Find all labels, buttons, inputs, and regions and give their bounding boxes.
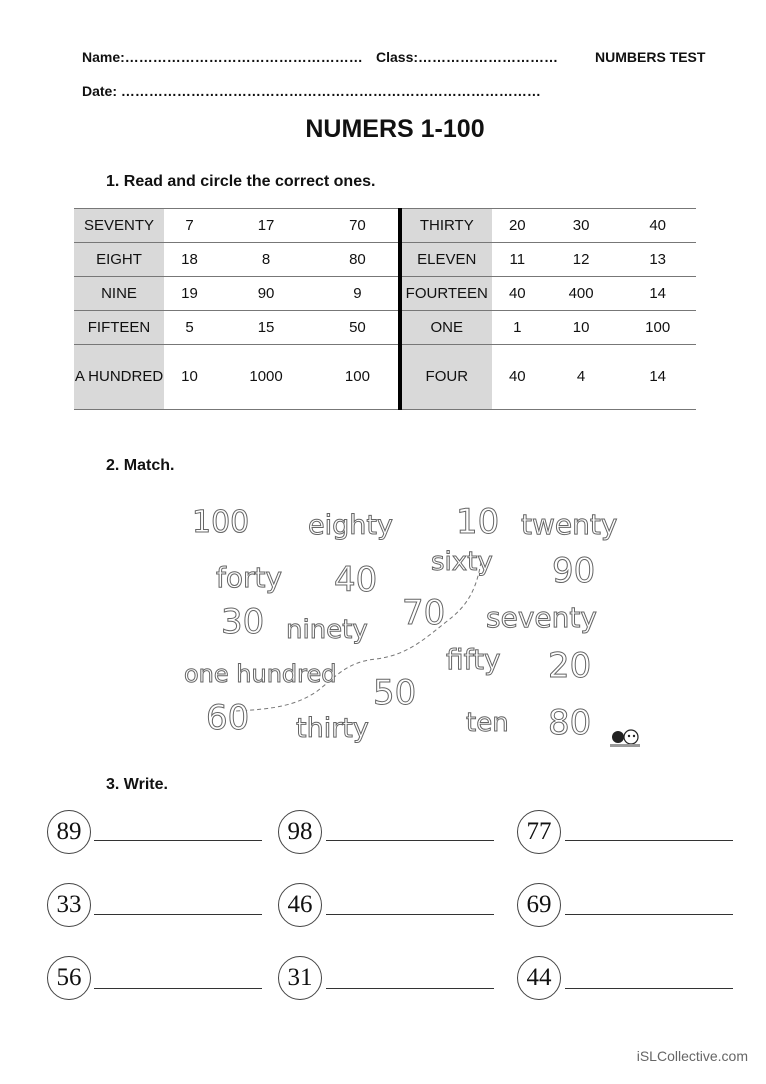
section3-heading: 3. Write. xyxy=(106,776,168,793)
match-word[interactable]: 20 xyxy=(548,646,592,686)
word-cell: NINE xyxy=(74,277,164,311)
match-word[interactable]: fifty xyxy=(446,643,501,676)
date-field-label: Date: ……………………………………………………………………………… xyxy=(82,83,541,99)
section2-heading: 2. Match. xyxy=(106,457,175,474)
option-cell[interactable]: 17 xyxy=(215,209,317,243)
class-field-label: Class:………………………… xyxy=(376,49,559,65)
answer-line[interactable] xyxy=(94,988,262,989)
circle-table xyxy=(74,208,696,410)
match-puzzle xyxy=(176,497,646,755)
match-word[interactable]: 100 xyxy=(192,505,250,540)
match-word[interactable]: one hundred xyxy=(184,660,337,688)
option-cell[interactable]: 400 xyxy=(543,277,620,311)
match-word[interactable]: 50 xyxy=(373,673,417,713)
match-word[interactable]: 40 xyxy=(334,560,378,600)
number-circle: 98 xyxy=(278,810,322,854)
footer-watermark: iSLCollective.com xyxy=(636,1048,748,1064)
number-circle: 44 xyxy=(517,956,561,1000)
match-word[interactable]: ninety xyxy=(286,615,368,645)
answer-line[interactable] xyxy=(326,840,494,841)
option-cell[interactable]: 7 xyxy=(164,209,215,243)
match-word[interactable]: 60 xyxy=(206,698,250,738)
word-cell: FOURTEEN xyxy=(400,277,492,311)
option-cell[interactable]: 1 xyxy=(492,311,543,345)
table-row xyxy=(74,243,696,277)
section1-heading: 1. Read and circle the correct ones. xyxy=(106,173,376,190)
option-cell[interactable]: 80 xyxy=(317,243,400,277)
match-word[interactable]: ten xyxy=(466,708,509,738)
word-cell: FOUR xyxy=(400,345,492,410)
option-cell[interactable]: 70 xyxy=(317,209,400,243)
answer-line[interactable] xyxy=(565,840,733,841)
match-word[interactable]: forty xyxy=(216,561,283,594)
number-circle: 69 xyxy=(517,883,561,927)
match-word[interactable]: 70 xyxy=(402,593,446,633)
word-cell: A HUNDRED xyxy=(74,345,164,410)
word-cell: FIFTEEN xyxy=(74,311,164,345)
answer-line[interactable] xyxy=(94,840,262,841)
word-cell: EIGHT xyxy=(74,243,164,277)
option-cell[interactable]: 18 xyxy=(164,243,215,277)
table-row xyxy=(74,277,696,311)
option-cell[interactable]: 11 xyxy=(492,243,543,277)
word-cell: THIRTY xyxy=(400,209,492,243)
number-circle: 89 xyxy=(47,810,91,854)
answer-line[interactable] xyxy=(326,988,494,989)
option-cell[interactable]: 30 xyxy=(543,209,620,243)
option-cell[interactable]: 40 xyxy=(492,345,543,410)
table-row xyxy=(74,311,696,345)
option-cell[interactable]: 100 xyxy=(619,311,696,345)
answer-line[interactable] xyxy=(326,914,494,915)
answer-line[interactable] xyxy=(565,914,733,915)
option-cell[interactable]: 4 xyxy=(543,345,620,410)
match-word[interactable]: 10 xyxy=(456,502,500,542)
number-circle: 31 xyxy=(278,956,322,1000)
match-word[interactable]: 90 xyxy=(552,551,596,591)
word-cell: ELEVEN xyxy=(400,243,492,277)
option-cell[interactable]: 10 xyxy=(164,345,215,410)
match-word[interactable]: 30 xyxy=(221,602,265,642)
option-cell[interactable]: 9 xyxy=(317,277,400,311)
table-row xyxy=(74,345,696,410)
number-circle: 77 xyxy=(517,810,561,854)
option-cell[interactable]: 12 xyxy=(543,243,620,277)
number-circle: 33 xyxy=(47,883,91,927)
test-label: NUMBERS TEST xyxy=(595,49,706,65)
match-word[interactable]: thirty xyxy=(296,713,369,744)
page-title: NUMERS 1-100 xyxy=(305,115,485,143)
option-cell[interactable]: 10 xyxy=(543,311,620,345)
match-word[interactable]: seventy xyxy=(486,601,597,634)
match-word[interactable]: eighty xyxy=(308,510,393,541)
mascot-icon xyxy=(610,730,640,747)
name-field-label: Name:…………………………………………… xyxy=(82,49,363,65)
option-cell[interactable]: 100 xyxy=(317,345,400,410)
word-cell: SEVENTY xyxy=(74,209,164,243)
match-word[interactable]: twenty xyxy=(521,508,618,541)
word-cell: ONE xyxy=(400,311,492,345)
match-word[interactable]: 80 xyxy=(548,703,592,743)
answer-line[interactable] xyxy=(565,988,733,989)
match-word[interactable]: sixty xyxy=(431,547,493,577)
option-cell[interactable]: 14 xyxy=(619,277,696,311)
option-cell[interactable]: 20 xyxy=(492,209,543,243)
option-cell[interactable]: 40 xyxy=(492,277,543,311)
option-cell[interactable]: 90 xyxy=(215,277,317,311)
number-circle: 56 xyxy=(47,956,91,1000)
option-cell[interactable]: 40 xyxy=(619,209,696,243)
number-circle: 46 xyxy=(278,883,322,927)
option-cell[interactable]: 1000 xyxy=(215,345,317,410)
option-cell[interactable]: 15 xyxy=(215,311,317,345)
answer-line[interactable] xyxy=(94,914,262,915)
option-cell[interactable]: 19 xyxy=(164,277,215,311)
option-cell[interactable]: 50 xyxy=(317,311,400,345)
option-cell[interactable]: 8 xyxy=(215,243,317,277)
option-cell[interactable]: 13 xyxy=(619,243,696,277)
option-cell[interactable]: 5 xyxy=(164,311,215,345)
option-cell[interactable]: 14 xyxy=(619,345,696,410)
table-row xyxy=(74,209,696,243)
